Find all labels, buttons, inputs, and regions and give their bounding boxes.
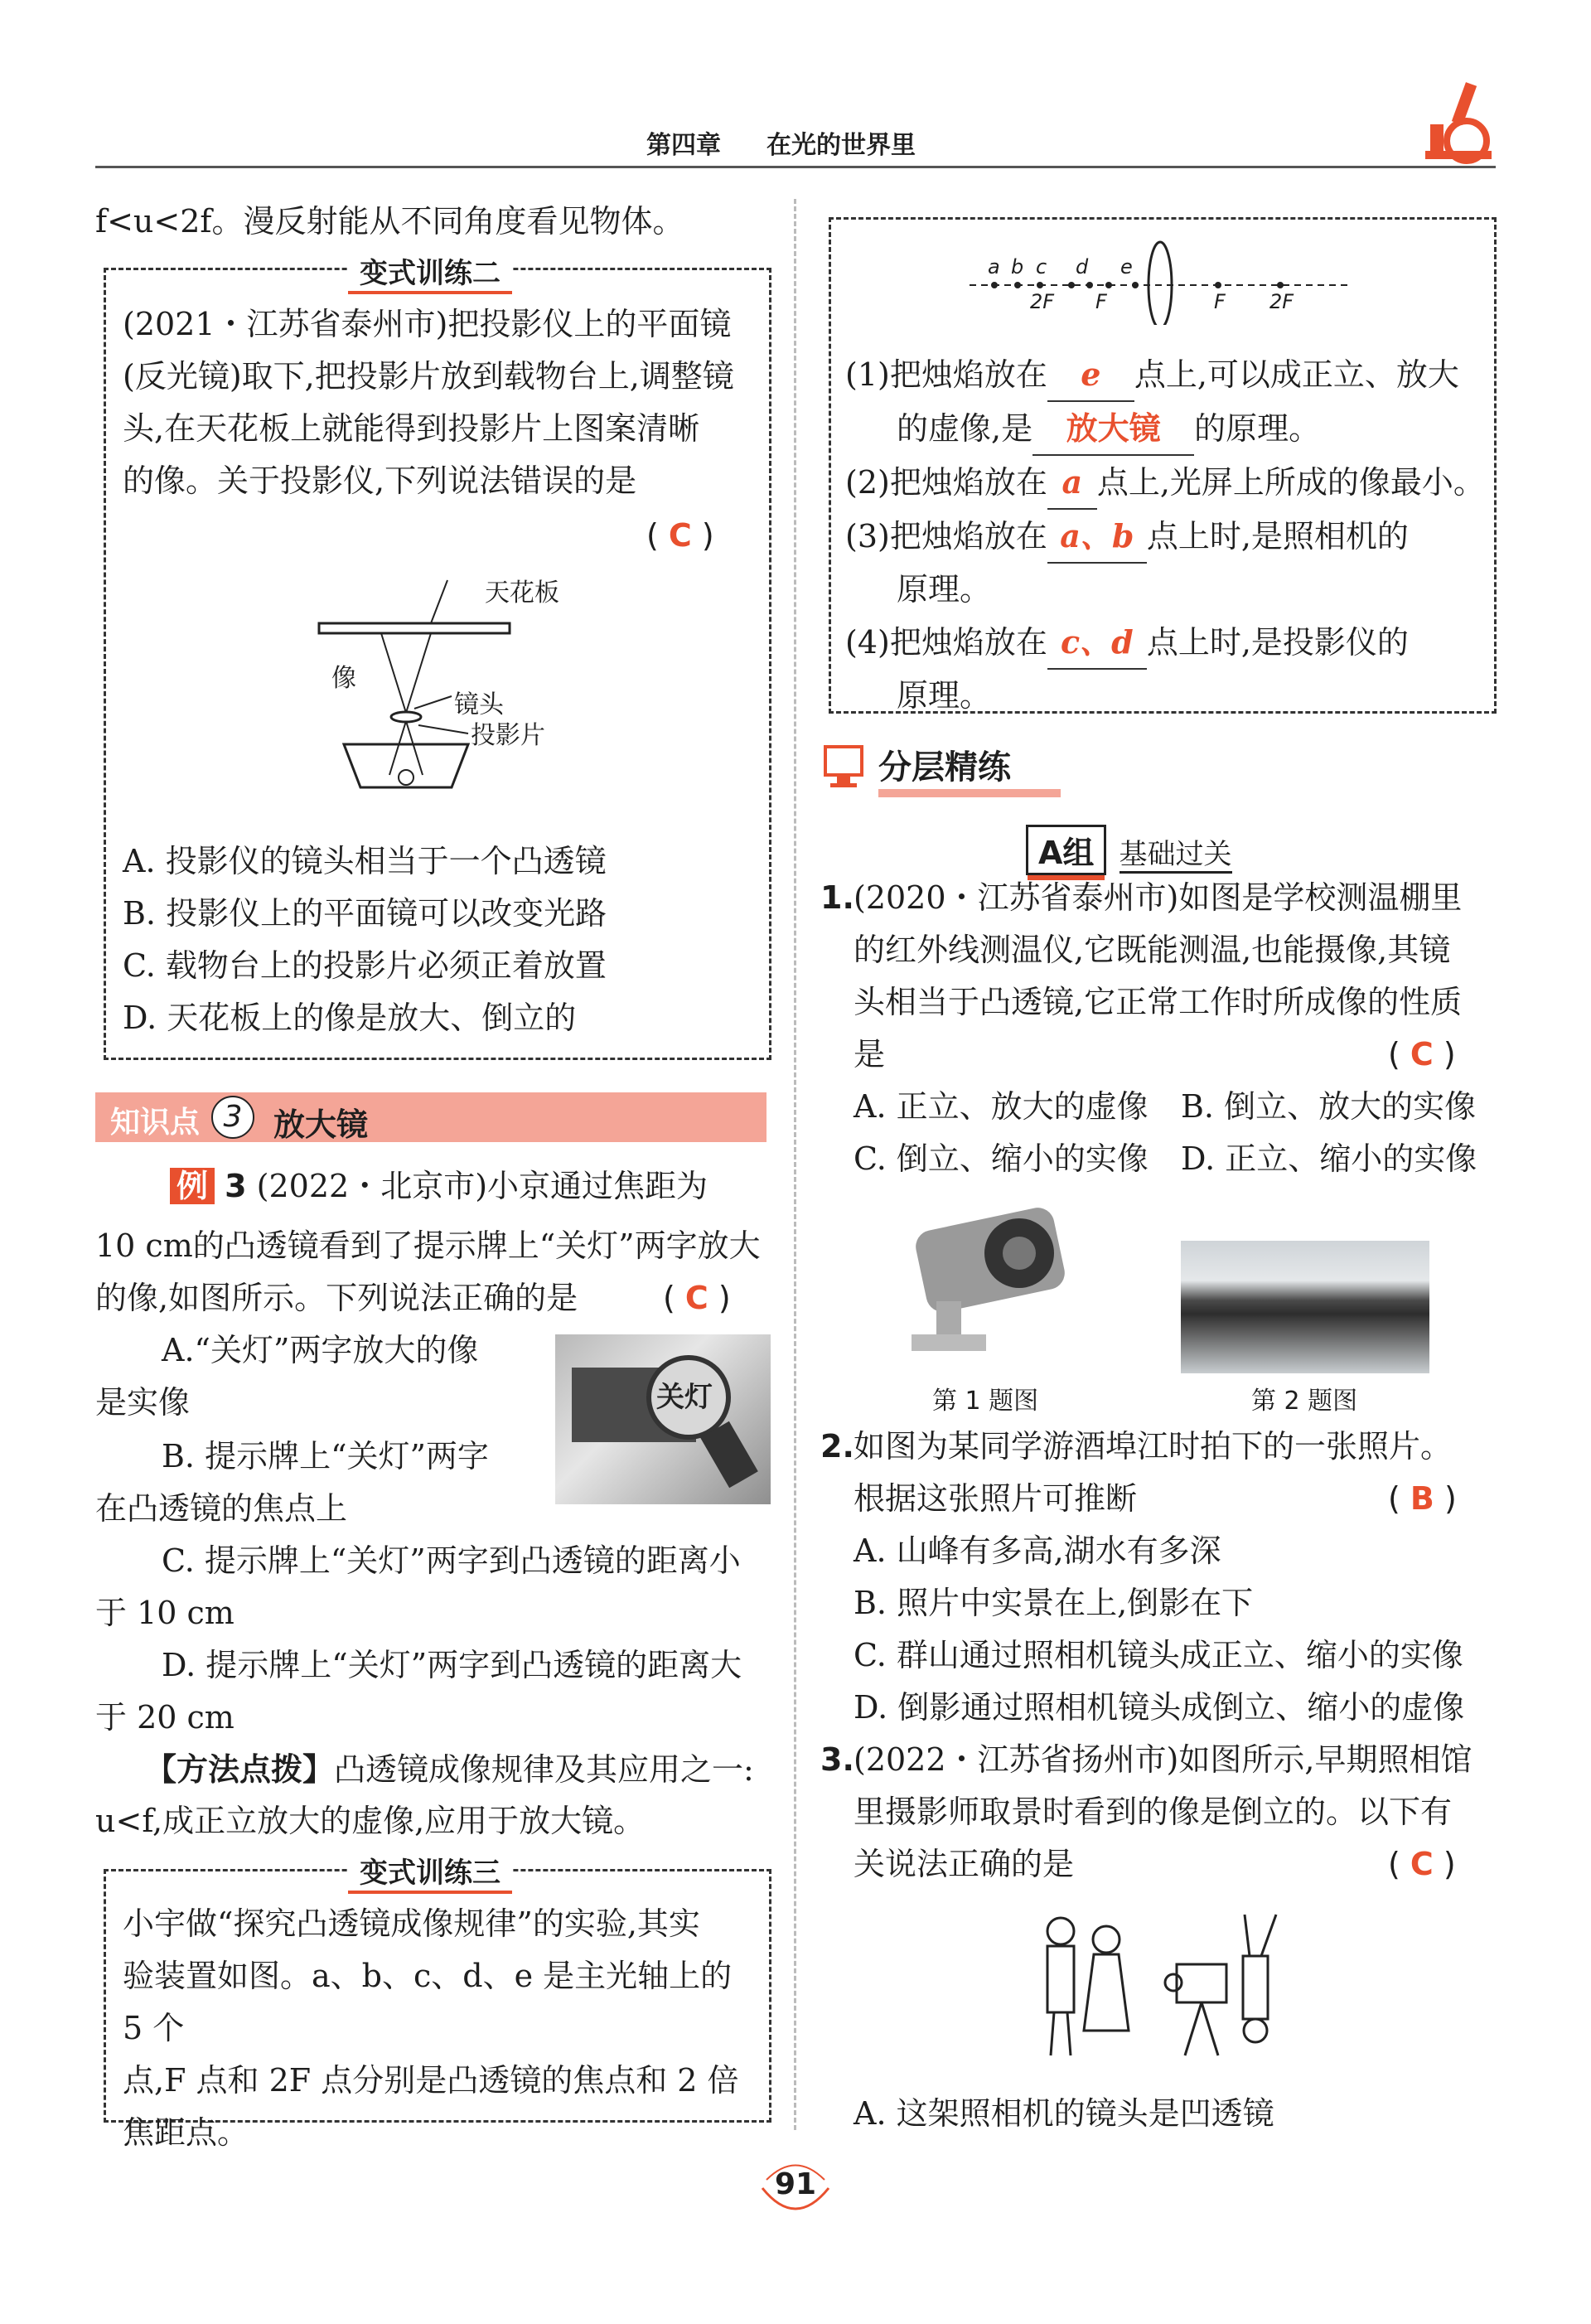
- diagram-label-slide: 投影片: [471, 721, 545, 750]
- exercise2-options: [123, 835, 761, 1044]
- question-1-line2: 的虚像,是 放大镜 的原理。: [845, 402, 1492, 456]
- header-rule: [95, 166, 1496, 168]
- photo-sign-text: 关灯: [656, 1381, 713, 1414]
- option: C. 载物台上的投影片必须正着放置: [123, 947, 607, 984]
- axis-point-a: a: [988, 255, 1000, 278]
- q1-options: [854, 1081, 1508, 1185]
- exercise2-answer-slot: ( C ): [646, 517, 714, 554]
- option: B. 投影仪上的平面镜可以改变光路: [123, 895, 607, 932]
- q1-question: (2020・江苏省泰州市)如图是学校测温棚里 的红外线测温仪,它既能测温,也能摄像,其镜 头相当于凸透镜,它正常工作时所成像的性质 是: [854, 879, 1463, 1072]
- thermal-camera-photo: [903, 1193, 1077, 1359]
- diagram-label-lens: 镜头: [454, 690, 504, 719]
- axis-point-c: c: [1036, 255, 1047, 278]
- figure-2-caption: 第 2 题图: [1251, 1387, 1358, 1416]
- option: A. 正立、放大的虚像: [854, 1088, 1149, 1125]
- photo-studio-illustration: [1028, 1906, 1334, 2064]
- question-2: (2)把烛焰放在 a 点上,光屏上所成的像最小。: [845, 456, 1492, 510]
- example3-option-c: C. 提示牌上“关灯”两字到凸透镜的距离小 于 10 cm: [95, 1542, 741, 1631]
- example3-option-b: B. 提示牌上“关灯”两字 在凸透镜的焦点上: [95, 1438, 489, 1527]
- question-4: (4)把烛焰放在 c、d 点上时,是投影仪的: [845, 616, 1492, 670]
- microscope-icon: [1409, 75, 1500, 166]
- diagram-label-ceiling: 天花板: [485, 579, 559, 608]
- page-number: 91: [775, 2167, 817, 2201]
- q1-answer-slot: ( C ): [1388, 1036, 1456, 1072]
- knowledge-point-bar: [95, 1092, 766, 1142]
- q3-answer-slot: ( C ): [1388, 1846, 1456, 1882]
- example-badge: 例: [170, 1168, 215, 1204]
- q2-answer: B: [1410, 1480, 1434, 1517]
- q3-number: 3.: [820, 1741, 854, 1778]
- figure-1-caption: 第 1 题图: [932, 1387, 1039, 1416]
- group-label: A组: [1026, 825, 1106, 875]
- diagram-label-image: 像: [331, 664, 356, 693]
- knowledge-number: 3: [211, 1096, 254, 1139]
- q2-answer-slot: ( B ): [1388, 1480, 1457, 1517]
- q1-number: 1.: [820, 879, 854, 916]
- group-subtitle: 基础过关: [1120, 838, 1232, 874]
- chapter-label: 第四章: [646, 131, 721, 160]
- option: A. 山峰有多高,湖水有多深: [854, 1532, 1221, 1569]
- knowledge-label: 知识点: [110, 1106, 201, 1140]
- option: D. 正立、缩小的实像: [1181, 1140, 1477, 1177]
- q2-question: 如图为某同学游酒埠江时拍下的一张照片。 根据这张照片可推断: [854, 1428, 1453, 1517]
- exercise3-tag: 变式训练三: [348, 1850, 512, 1894]
- method-tip-line2: u<f,成正立放大的虚像,应用于放大镜。: [95, 1803, 646, 1839]
- example3-answer: C: [684, 1280, 708, 1316]
- axis-label-f-right: F: [1214, 290, 1226, 313]
- axis-label-2f-left: 2F: [1030, 290, 1055, 313]
- axis-point-b: b: [1011, 255, 1024, 278]
- option: A. 投影仪的镜头相当于一个凸透镜: [123, 843, 607, 879]
- question-3-line2: 原理。: [897, 571, 992, 608]
- option: B. 照片中实景在上,倒影在下: [854, 1585, 1254, 1621]
- option: D. 倒影通过照相机镜头成倒立、缩小的虚像: [854, 1689, 1465, 1726]
- q3-question: (2022・江苏省扬州市)如图所示,早期照相馆 里摄影师取景时看到的像是倒立的。以下有 关说法正确的是: [854, 1741, 1473, 1882]
- example3-line1: 例 3 (2022・北京市)小京通过焦距为: [170, 1160, 766, 1213]
- q2-options: [854, 1525, 1508, 1734]
- section-title: 分层精练: [878, 746, 1061, 797]
- option: C. 群山通过照相机镜头成正立、缩小的实像: [854, 1637, 1463, 1673]
- method-tip-line1: 【方法点拨】凸透镜成像规律及其应用之一:: [145, 1751, 754, 1788]
- method-label: 【方法点拨】: [145, 1751, 335, 1788]
- question-3: (3)把烛焰放在 a、b 点上时,是照相机的: [845, 510, 1492, 564]
- question-4-line2: 原理。: [897, 677, 992, 714]
- q1-answer: C: [1410, 1036, 1434, 1072]
- example3-answer-slot: ( C ): [663, 1280, 731, 1316]
- example3-option-d: D. 提示牌上“关灯”两字到凸透镜的距离大 于 20 cm: [95, 1647, 742, 1736]
- magnifier-photo: [555, 1334, 771, 1504]
- option: D. 天花板上的像是放大、倒立的: [123, 1000, 577, 1036]
- column-divider: [794, 199, 796, 2130]
- chapter-title: 在光的世界里: [766, 131, 916, 160]
- example3-line2: 10 cm的凸透镜看到了提示牌上“关灯”两字放大: [95, 1227, 761, 1264]
- axis-point-e: e: [1120, 255, 1133, 278]
- option: C. 倒立、缩小的实像: [854, 1140, 1149, 1177]
- monitor-icon: [820, 742, 870, 792]
- q2-number: 2.: [820, 1428, 854, 1465]
- optical-axis-diagram: [961, 234, 1359, 325]
- exercise2-answer: C: [668, 517, 692, 554]
- intro-line: f<u<2f。漫反射能从不同角度看见物体。: [95, 203, 684, 240]
- exercise2-question: (2021・江苏省泰州市)把投影仪上的平面镜 (反光镜)取下,把投影片放到载物台上,调整镜 头,在天花板上就能得到投影片上图案清晰 的像。关于投影仪,下列说法错误的是: [123, 306, 734, 499]
- example3-line3: 的像,如图所示。下列说法正确的是: [95, 1280, 578, 1316]
- fill-questions: [845, 348, 1492, 722]
- axis-label-2f-right: 2F: [1269, 290, 1294, 313]
- exercise2-tag: 变式训练二: [348, 250, 512, 294]
- exercise3-question: 小宇做“探究凸透镜成像规律”的实验,其实 验装置如图。a、b、c、d、e 是主光轴上的 5 个 点,F 点和 2F 点分别是凸透镜的焦点和 2 倍 焦距点。: [123, 1905, 739, 2151]
- q3-answer: C: [1410, 1846, 1434, 1882]
- question-1: (1)把烛焰放在 e 点上,可以成正立、放大: [845, 348, 1492, 402]
- knowledge-title: 放大镜: [273, 1106, 369, 1143]
- page-header: [0, 116, 1591, 166]
- option: A. 这架照相机的镜头是凹透镜: [854, 2095, 1274, 2132]
- group-header: [1026, 825, 1232, 875]
- axis-label-f-left: F: [1095, 290, 1107, 313]
- lake-photo: [1181, 1241, 1429, 1373]
- option: B. 倒立、放大的实像: [1181, 1088, 1477, 1125]
- q3-options: [854, 2088, 1508, 2140]
- axis-point-d: d: [1076, 255, 1089, 278]
- example3-option-a: A.“关灯”两字放大的像 是实像: [95, 1332, 479, 1421]
